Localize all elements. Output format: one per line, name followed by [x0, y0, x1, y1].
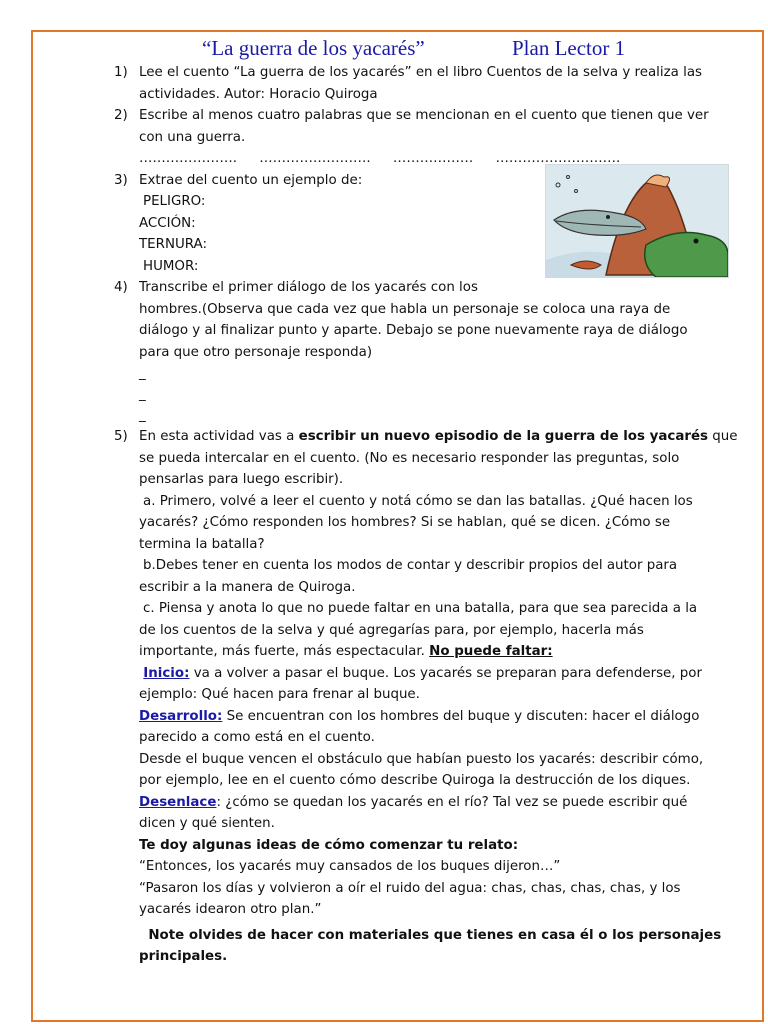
desarrollo-text: Se encuentran con los hombres del buque y discuten: hacer el diálogo	[222, 708, 700, 724]
page-title: “La guerra de los yacarés”	[202, 36, 425, 60]
item5-b2: escribir a la manera de Quiroga.	[139, 579, 356, 595]
item-number: 1)	[114, 65, 128, 80]
dialogue-dash-3: _	[139, 408, 146, 423]
inicio-line2: ejemplo: Qué hacen para frenar al buque.	[139, 687, 420, 702]
item5-a1: a. Primero, volvé a leer el cuento y notá cómo se dan las batallas. ¿Qué hacen los	[143, 493, 693, 509]
desarrollo-line	[139, 706, 702, 728]
item2-line2: con una guerra.	[139, 129, 246, 145]
item5-line3: pensarlas para luego escribir).	[139, 472, 344, 487]
dots-3: ………………	[392, 151, 474, 166]
idea-2a: “Pasaron los días y volvieron a oír el ruido del agua: chas, chas, chas, chas, y los	[139, 880, 681, 896]
ideas-title: Te doy algunas ideas de cómo comenzar tu relato:	[139, 837, 519, 853]
no-puede-faltar: No puede faltar:	[429, 644, 553, 659]
item5-b1: b.Debes tener en cuenta los modos de contar y describir propios del autor para	[143, 558, 678, 573]
plan-label: Plan Lector 1	[512, 36, 626, 60]
dots-4: ……………………….	[495, 151, 621, 166]
item1-line1: Lee el cuento “La guerra de los yacarés” en el libro Cuentos de la selva y realiza las	[139, 65, 703, 80]
item1-line2: actividades. Autor: Horacio Quiroga	[139, 86, 378, 102]
idea-2b: yacarés idearon otro plan.”	[139, 902, 322, 917]
item2-line1: Escribe al menos cuatro palabras que se mencionan en el cuento que tienen que ver	[139, 108, 709, 123]
dots-2: …………………….	[259, 151, 371, 166]
item4-line4: para que otro personaje responda)	[139, 344, 373, 360]
item5-c3-text: importante, más fuerte, más espectacular.	[139, 644, 430, 659]
desenlace-line	[139, 792, 702, 814]
title-row	[0, 34, 768, 64]
item4-line3: diálogo y al finalizar punto y aparte. Debajo se pone nuevamente raya de diálogo	[139, 323, 688, 338]
item5-line1	[139, 426, 738, 448]
humor-label: HUMOR:	[143, 258, 199, 274]
note-line1: Note olvides de hacer con materiales que tienes en casa él o los personajes	[139, 927, 722, 943]
item5-c2: de los cuentos de la selva y qué agregarías para, por ejemplo, hacerla más	[139, 622, 644, 638]
worksheet-body	[112, 62, 738, 968]
dots-1: ………………….	[139, 151, 237, 166]
activity-4	[112, 277, 702, 426]
activity-5	[112, 426, 738, 968]
ternura-label: TERNURA:	[139, 237, 207, 252]
dialogue-dash-2: _	[139, 387, 146, 402]
item-number: 4)	[114, 280, 128, 295]
item5-a2: yacarés? ¿Cómo responden los hombres? Si se hablan, qué se dicen. ¿Cómo se	[139, 515, 671, 530]
desarrollo-line2: parecido a como está en el cuento.	[139, 730, 375, 745]
inicio-text: va a volver a pasar el buque. Los yacarés se preparan para defenderse, por	[189, 665, 703, 681]
activity-2	[112, 105, 709, 170]
desarrollo-line3: Desde el buque vencen el obstáculo que habían puesto los yacarés: describir cómo,	[139, 751, 704, 767]
item5-c1: c. Piensa y anota lo que no puede faltar en una batalla, para que sea parecida a la	[143, 601, 698, 616]
item5-line2: se pueda intercalar en el cuento. (No es necesario responder las preguntas, solo	[139, 450, 680, 466]
desarrollo-line4: por ejemplo, lee en el cuento cómo describe Quiroga la destrucción de los diques.	[139, 773, 691, 788]
item-number: 3)	[114, 172, 128, 188]
peligro-label: PELIGRO:	[143, 194, 206, 209]
item4-line1: Transcribe el primer diálogo de los yacarés con los	[139, 280, 478, 295]
idea-1: “Entonces, los yacarés muy cansados de los buques dijeron…”	[139, 859, 561, 874]
desenlace-line2: dicen y qué sienten.	[139, 816, 275, 831]
item5-l1-pre: En esta actividad vas a	[139, 429, 299, 444]
desenlace-text: : ¿cómo se quedan los yacarés en el río? Tal vez se puede escribir qué	[216, 794, 688, 810]
item3-intro: Extrae del cuento un ejemplo de:	[139, 172, 363, 188]
item5-a3: termina la batalla?	[139, 536, 265, 552]
inicio-label: Inicio:	[143, 665, 190, 681]
desarrollo-label: Desarrollo:	[139, 708, 223, 724]
desenlace-label: Desenlace	[139, 794, 217, 810]
item5-c3	[139, 641, 702, 663]
item-number: 2)	[114, 108, 128, 123]
accion-label: ACCIÓN:	[139, 215, 196, 231]
item4-line2: hombres.(Observa que cada vez que habla un personaje se coloca una raya de	[139, 301, 671, 317]
item5-l1-post: que	[708, 429, 738, 444]
item-number: 5)	[114, 429, 128, 444]
activity-3	[112, 170, 702, 278]
activity-1	[112, 62, 702, 105]
inicio-line	[139, 663, 702, 685]
item5-l1-bold: escribir un nuevo episodio de la guerra de los yacarés	[298, 429, 709, 444]
dialogue-dash-1: _	[139, 366, 146, 381]
note-line2: principales.	[139, 949, 228, 964]
answer-dots	[139, 148, 702, 170]
